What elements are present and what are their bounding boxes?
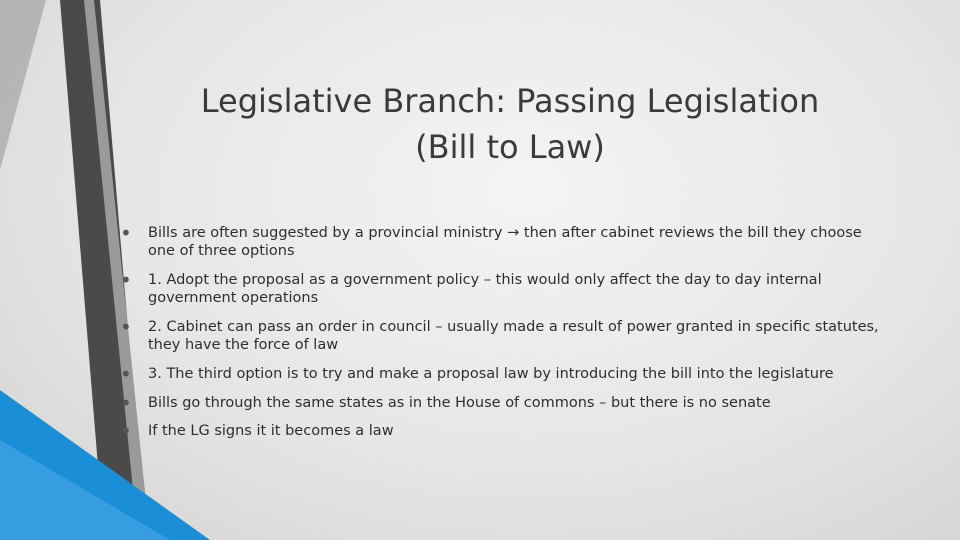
bullet-text: Bills are often suggested by a provincial ministry → then after cabinet reviews the bill they choose one of three options (148, 225, 862, 259)
bullet-text: 1. Adopt the proposal as a government policy – this would only affect the day to day internal government operations (148, 272, 822, 306)
bullet-dot-icon: • (120, 391, 132, 415)
bullet-text: If the LG signs it it becomes a law (148, 423, 394, 439)
bullet-text: 2. Cabinet can pass an order in council – usually made a result of power granted in specific statutes, they have the force of law (148, 319, 879, 353)
bullet-dot-icon: • (120, 419, 132, 443)
bullet-text: 3. The third option is to try and make a proposal law by introducing the bill into the legislature (148, 366, 834, 382)
title-line-2: (Bill to Law) (415, 128, 605, 166)
decor-stripe-corner (0, 0, 46, 170)
bullet-text: Bills go through the same states as in the House of commons – but there is no senate (148, 395, 771, 411)
bullet-dot-icon: • (120, 362, 132, 386)
title-line-1: Legislative Branch: Passing Legislation (200, 82, 820, 120)
bullet-dot-icon: • (120, 315, 132, 339)
bullet-dot-icon: • (120, 221, 132, 245)
bullet-dot-icon: • (120, 268, 132, 292)
bullet-list (120, 0, 920, 540)
